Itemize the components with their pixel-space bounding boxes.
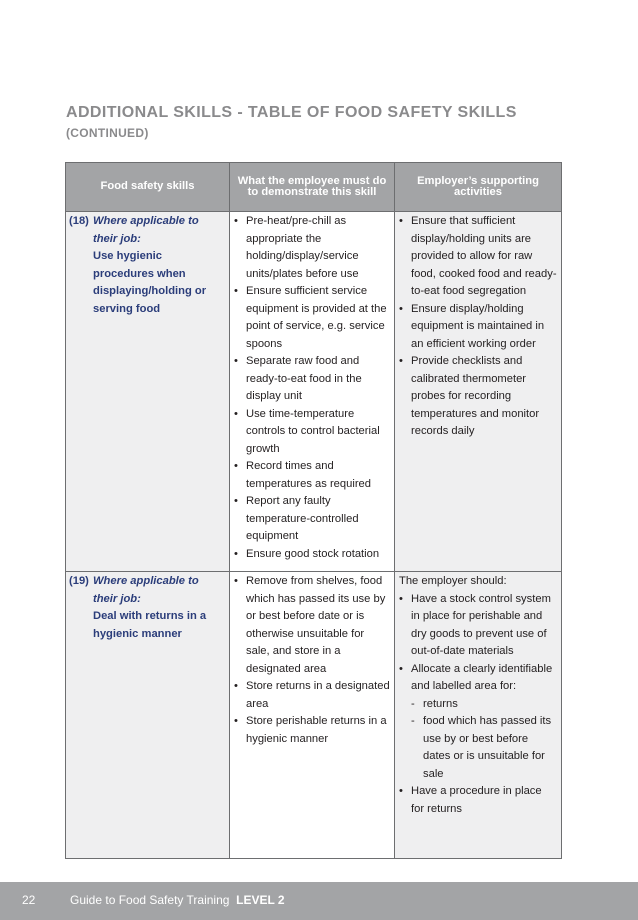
skill-cell	[66, 212, 230, 572]
list-item: • Pre-heat/pre-chill as appropriate the holding/display/service units/plates before use	[234, 213, 390, 283]
page-number: 22	[22, 893, 36, 907]
skill-number: (18)	[69, 215, 89, 227]
employee-list	[230, 573, 394, 748]
list-item: • Record times and temperatures as required	[234, 458, 390, 493]
list-item: • Ensure good stock rotation	[234, 546, 390, 564]
employer-cell	[395, 212, 562, 572]
list-item: • Have a stock control system in place for perishable and dry goods to prevent use of out-of-date materials	[399, 591, 557, 661]
header-employee-demonstration: What the employee must do to demonstrate this skill	[230, 163, 395, 212]
page-title: ADDITIONAL SKILLS - TABLE OF FOOD SAFETY SKILLS	[66, 104, 517, 121]
table-header-row	[66, 163, 562, 212]
list-item: • Remove from shelves, food which has passed its use by or best before date or is otherwise unsuitable for sale, and store in a designated area	[234, 573, 390, 678]
skill-condition: Where applicable to their job:	[93, 575, 199, 605]
employee-cell	[230, 212, 395, 572]
table-row	[66, 212, 562, 572]
list-item: • Provide checklists and calibrated thermometer probes for recording temperatures and monitor records daily	[399, 353, 557, 441]
employer-intro: The employer should:	[399, 575, 507, 587]
list-item: • Store perishable returns in a hygienic manner	[234, 713, 390, 748]
list-item: • Ensure sufficient service equipment is provided at the point of service, e.g. service spoons	[234, 283, 390, 353]
sub-list-item: - food which has passed its use by or best before dates or is unsuitable for sale	[399, 713, 557, 783]
page-footer	[0, 882, 638, 920]
employee-cell	[230, 572, 395, 859]
employer-list	[395, 591, 561, 819]
list-item: • Ensure that sufficient display/holding units are provided to allow for raw food, cooked food and ready-to-eat food segregation	[399, 213, 557, 301]
food-safety-skills-table	[65, 162, 562, 859]
skill-19	[66, 573, 229, 643]
table-row	[66, 572, 562, 859]
employer-cell	[395, 572, 562, 859]
list-item: • Ensure display/holding equipment is maintained in an efficient working order	[399, 301, 557, 354]
sub-list-item: - returns	[399, 696, 557, 714]
skill-name: Deal with returns in a hygienic manner	[93, 610, 207, 640]
skill-18	[66, 213, 229, 318]
footer-title	[70, 893, 285, 907]
skill-name: Use hygienic procedures when displaying/holding or serving food	[93, 250, 207, 315]
list-item: • Have a procedure in place for returns	[399, 783, 557, 818]
list-item: • Report any faulty temperature-controlled equipment	[234, 493, 390, 546]
header-employer-activities: Employer’s supporting activities	[395, 163, 562, 212]
list-item: • Store returns in a designated area	[234, 678, 390, 713]
skill-number: (19)	[69, 575, 89, 587]
list-item: • Allocate a clearly identifiable and labelled area for:	[399, 661, 557, 696]
page-subtitle: (CONTINUED)	[66, 126, 149, 140]
header-food-safety-skills: Food safety skills	[66, 163, 230, 212]
list-item: • Separate raw food and ready-to-eat food in the display unit	[234, 353, 390, 406]
skill-condition: Where applicable to their job:	[93, 215, 199, 245]
footer-level: LEVEL 2	[236, 893, 285, 907]
footer-text: Guide to Food Safety Training	[70, 893, 230, 907]
employee-list	[230, 213, 394, 563]
list-item: • Use time-temperature controls to control bacterial growth	[234, 406, 390, 459]
employer-list	[395, 213, 561, 441]
skill-cell	[66, 572, 230, 859]
